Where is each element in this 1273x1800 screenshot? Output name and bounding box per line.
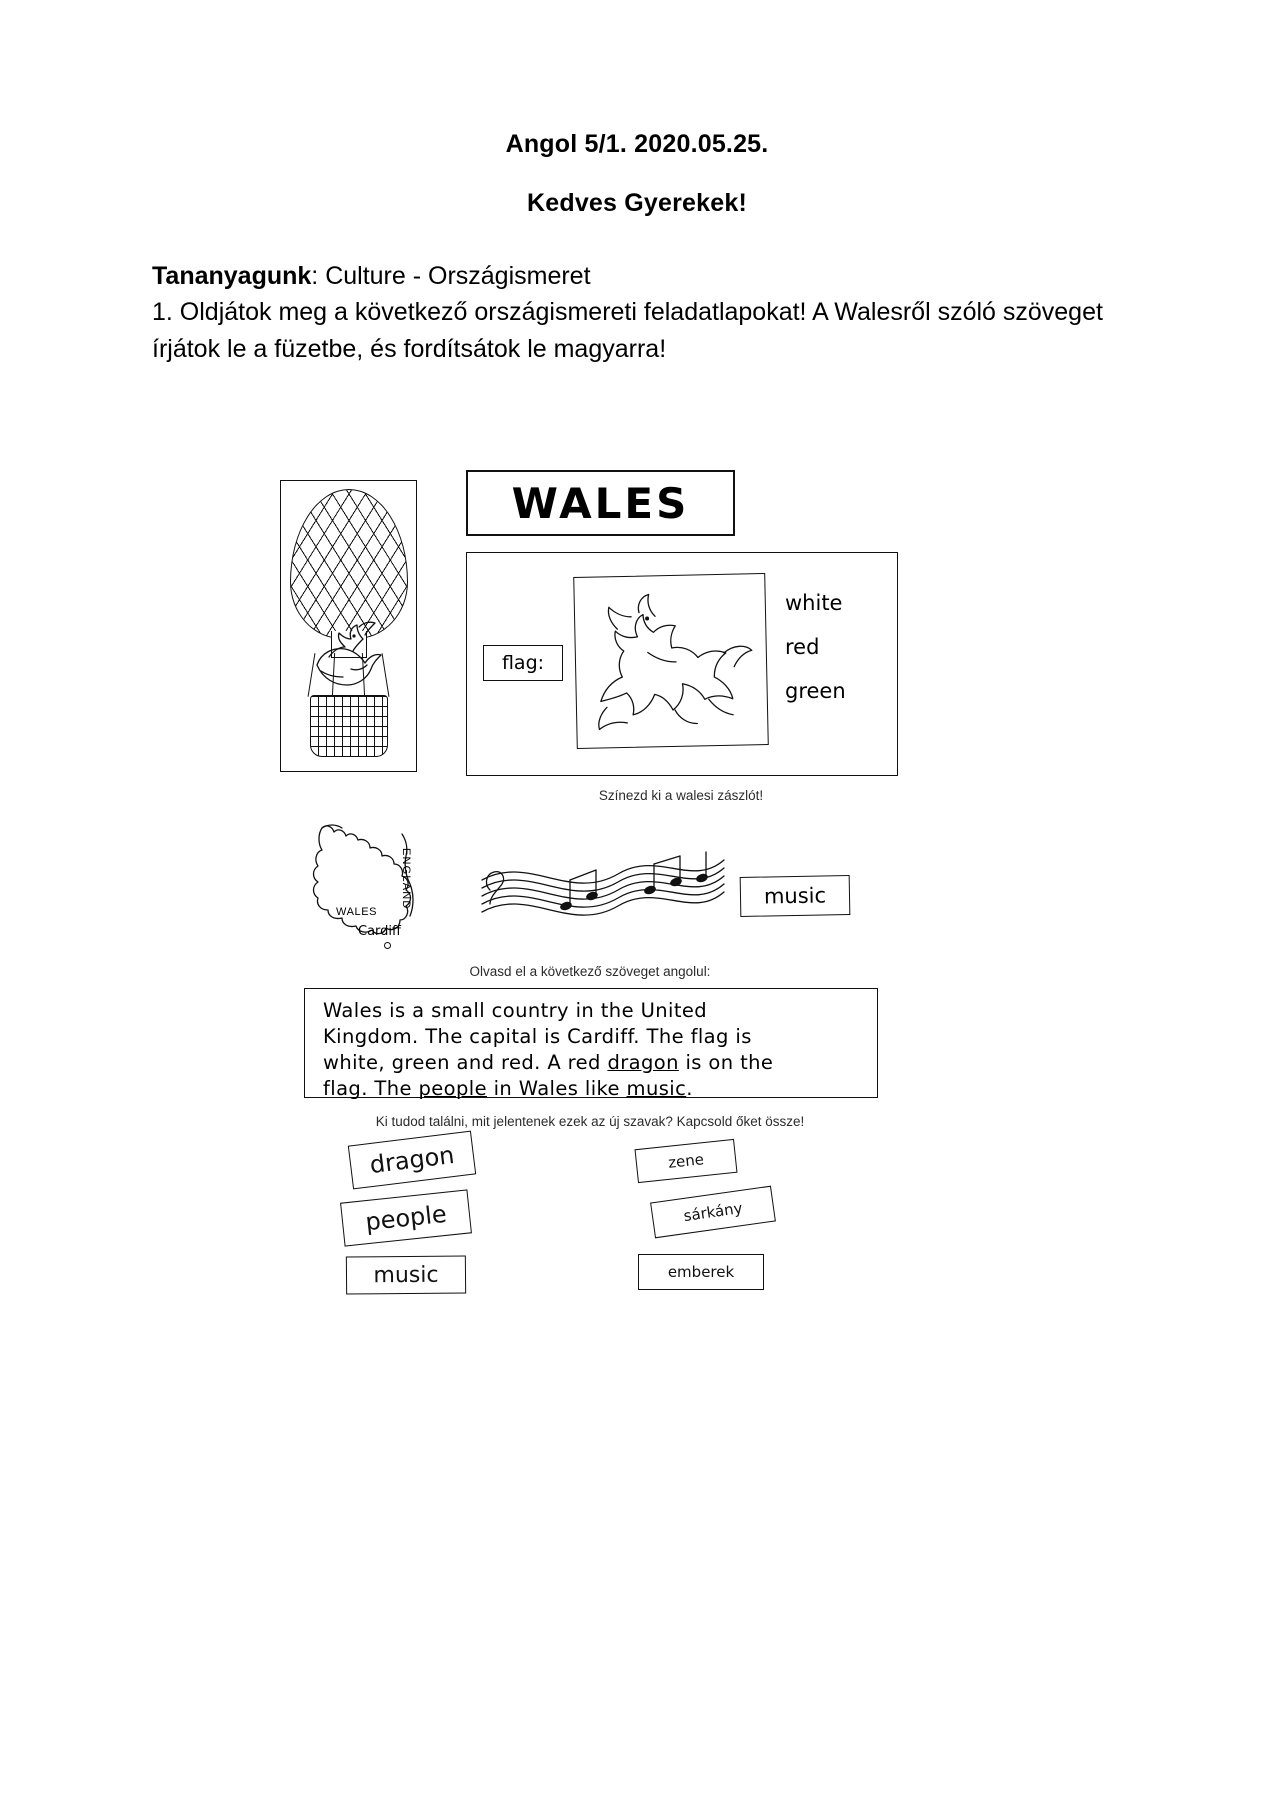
subject-value: : Culture - Országismeret bbox=[311, 262, 591, 290]
flag-label-box bbox=[483, 645, 563, 681]
subject-label: Tananyagunk bbox=[152, 262, 312, 290]
map-label-cardiff: Cardiff bbox=[358, 924, 401, 939]
color-word-white: white bbox=[785, 591, 843, 615]
caption-read-text: Olvasd el a következő szöveget angolul: bbox=[469, 964, 711, 979]
caption-color-flag: Színezd ki a walesi zászlót! bbox=[598, 788, 764, 803]
reading-line-1: Wales is a small country in the United bbox=[323, 999, 708, 1022]
worksheet-top-row bbox=[280, 470, 900, 803]
reading-line-4b: in Wales like bbox=[486, 1077, 627, 1101]
welsh-flag-outline[interactable] bbox=[573, 573, 769, 749]
flag-panel bbox=[466, 552, 898, 776]
greeting-title: Kedves Gyerekek! bbox=[526, 189, 747, 217]
reading-line-4a: flag. The bbox=[323, 1077, 419, 1101]
caption-match-words: Ki tudod találni, mit jelentenek ezek az új szavak? Kapcsold őket össze! bbox=[375, 1114, 805, 1129]
music-staff-icon bbox=[478, 826, 728, 936]
reading-line-2: Kingdom. The capital is Cardiff. The flag is bbox=[323, 1025, 752, 1049]
word-card-people[interactable]: people bbox=[340, 1189, 472, 1246]
color-word-green: green bbox=[785, 679, 846, 704]
wales-map-illustration bbox=[288, 820, 458, 946]
subject-line bbox=[152, 258, 1122, 294]
document-text-block bbox=[152, 130, 1122, 367]
word-card-dragon[interactable]: dragon bbox=[348, 1131, 476, 1190]
reading-line-4c: . bbox=[686, 1077, 693, 1101]
word-card-sarkany[interactable]: sárkány bbox=[650, 1186, 776, 1239]
hot-air-balloon-illustration bbox=[280, 480, 417, 772]
word-card-music[interactable]: music bbox=[346, 1255, 466, 1294]
word-card-emberek[interactable]: emberek bbox=[638, 1254, 764, 1290]
dragon-in-basket-icon bbox=[307, 613, 391, 701]
reading-word-dragon: dragon bbox=[607, 1051, 679, 1075]
word-card-zene[interactable]: zene bbox=[634, 1139, 737, 1183]
word-matching-area bbox=[280, 1138, 900, 1298]
task-instruction: 1. Oldjátok meg a következő országismereti feladatlapokat! A Walesről szóló szöveget írjátok le a füzetbe, és fordítsátok le magyarra! bbox=[152, 298, 1103, 363]
music-word-box bbox=[740, 875, 851, 917]
worksheet-image bbox=[280, 470, 900, 1300]
reading-passage-text bbox=[305, 989, 877, 1103]
wales-heading-text: WALES bbox=[511, 478, 690, 528]
music-word-text: music bbox=[763, 883, 827, 909]
map-label-england: ENGLAND bbox=[400, 848, 412, 910]
worksheet-middle-row bbox=[280, 820, 900, 950]
color-word-red: red bbox=[785, 635, 820, 660]
map-label-wales: WALES bbox=[336, 906, 378, 918]
flag-color-words bbox=[785, 581, 846, 713]
welsh-dragon-icon bbox=[586, 586, 757, 735]
reading-line-3b: is on the bbox=[678, 1051, 774, 1075]
balloon-basket-icon bbox=[310, 695, 388, 757]
flag-label-text: flag: bbox=[501, 652, 545, 674]
reading-passage-box bbox=[304, 988, 878, 1101]
reading-line-3a: white, green and red. A red bbox=[323, 1051, 608, 1075]
reading-word-music: music bbox=[626, 1077, 687, 1101]
reading-word-people: people bbox=[418, 1077, 487, 1101]
wales-heading-box bbox=[466, 470, 735, 536]
page-title: Angol 5/1. 2020.05.25. bbox=[505, 130, 769, 158]
